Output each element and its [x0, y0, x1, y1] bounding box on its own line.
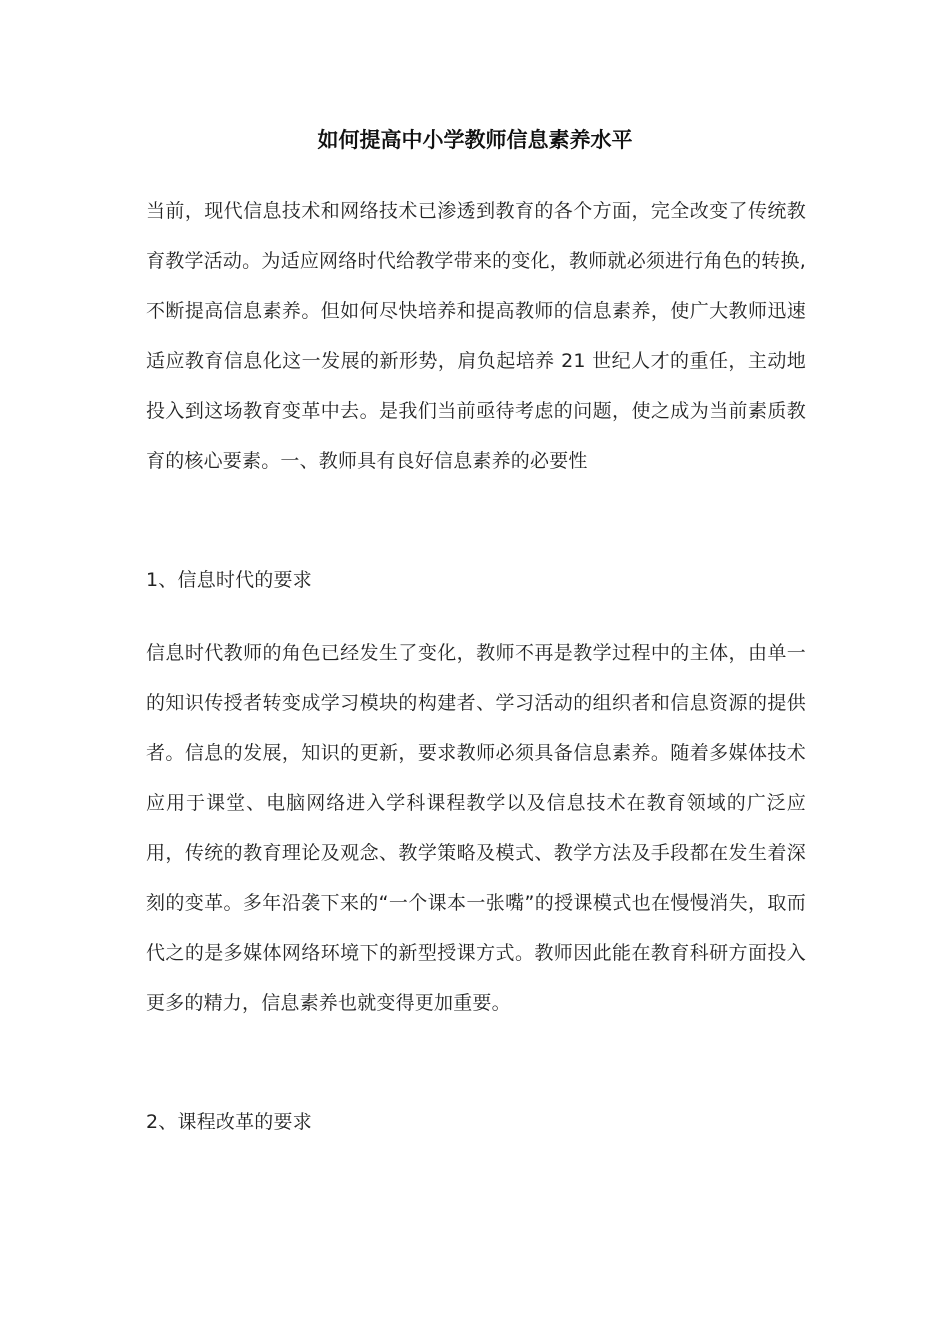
document-title: 如何提高中小学教师信息素养水平	[317, 128, 633, 152]
section-1-paragraph: 信息时代教师的角色已经发生了变化，教师不再是教学过程中的主体，由单一的知识传授者转变成学习模块的构建者、学习活动的组织者和信息资源的提供者。信息的发展，知识的更新，要求教师必须具备信息素养。随着多媒体技术应用于课堂、电脑网络进入学科课程教学以及信息技术在教育领域的广泛应用，传统的教育理论及观念、教学策略及模式、教学方法及手段都在发生着深刻的变革。多年沿袭下来的“一个课本一张嘴”的授课模式也在慢慢消失，取而代之的是多媒体网络环境下的新型授课方式。教师因此能在教育科研方面投入更多的精力，信息素养也就变得更加重要。	[146, 642, 806, 1014]
section-1-heading: 1、信息时代的要求	[146, 569, 312, 591]
section-2-heading: 2、课程改革的要求	[146, 1111, 312, 1133]
intro-paragraph: 当前，现代信息技术和网络技术已渗透到教育的各个方面，完全改变了传统教育教学活动。为适应网络时代给教学带来的变化，教师就必须进行角色的转换,不断提高信息素养。但如何尽快培养和提高教师的信息素养，使广大教师迅速适应教育信息化这一发展的新形势，肩负起培养 21 世纪人才的重任，主动地投入到这场教育变革中去。是我们当前亟待考虑的问题，使之成为当前素质教育的核心要素。一、教师具有良好信息素养的必要性	[146, 200, 806, 472]
